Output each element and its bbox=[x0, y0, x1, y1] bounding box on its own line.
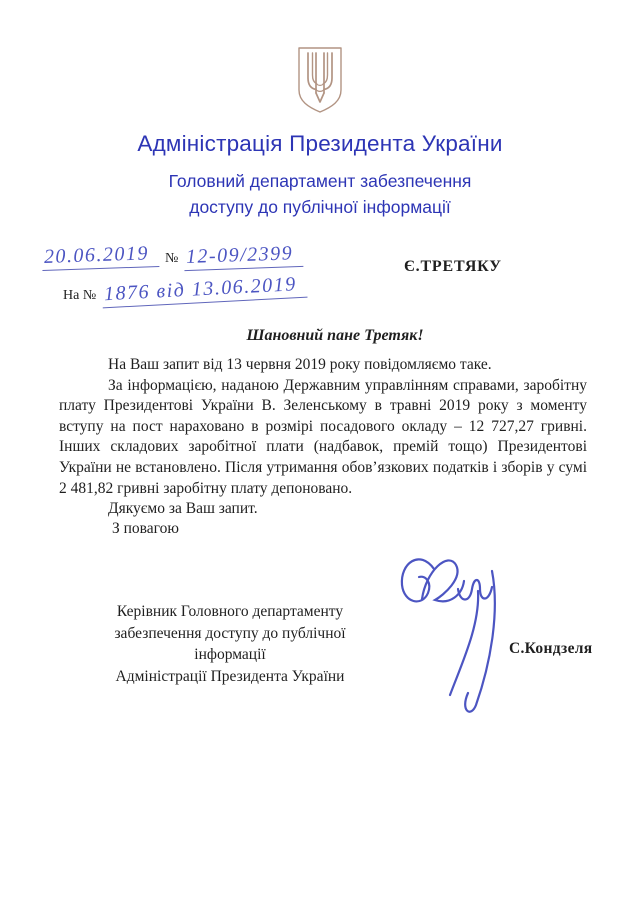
signer-title-line-3: Адміністрації Президента України bbox=[115, 667, 345, 685]
signer-title-block bbox=[77, 601, 383, 687]
body-paragraph-2: За інформацією, наданою Державним управлінням справами, заробітну плату Президентові України В. Зеленському в травні 2019 року з моменту вступу на пост нараховано в розмірі посадового окладу – 12 727,27 гривні. Інших складових заробітної плати (надбавок, премій тощо) Президентові України не встановлено. Після утримання обов’язкових податків і зборів у сумі 2 481,82 гривні заробітну плату депоновано. bbox=[59, 376, 587, 497]
recipient-name: Є.ТРЕТЯКУ bbox=[404, 258, 502, 275]
closing-phrase: З повагою bbox=[112, 520, 179, 537]
handwritten-signature bbox=[392, 545, 517, 717]
body-paragraph-3: Дякуємо за Ваш запит. bbox=[108, 500, 258, 518]
ref-line-outgoing bbox=[42, 244, 304, 269]
ref-line-incoming bbox=[63, 273, 307, 306]
letter-body bbox=[59, 355, 587, 520]
signature-icon bbox=[392, 545, 517, 717]
reply-to-label: На № bbox=[63, 288, 97, 303]
outgoing-number-handwritten: 12-09/2399 bbox=[184, 242, 304, 271]
signer-title-line-1: Керівник Головного департаменту bbox=[116, 603, 344, 620]
trident-icon bbox=[297, 46, 343, 114]
body-paragraph-1: На Ваш запит від 13 червня 2019 року повідомляємо таке. bbox=[108, 356, 492, 373]
ukraine-trident-emblem bbox=[297, 46, 343, 114]
signer-title-line-2: забезпечення доступу до публічної інформації bbox=[114, 624, 346, 663]
signer-name: С.Кондзеля bbox=[509, 640, 593, 657]
salutation: Шановний пане Третяк! bbox=[246, 327, 424, 344]
org-title: Адміністрація Президента України bbox=[137, 131, 503, 156]
outgoing-date-handwritten: 20.06.2019 bbox=[42, 242, 160, 271]
number-sign-label: № bbox=[165, 251, 179, 266]
incoming-ref-handwritten: 1876 від 13.06.2019 bbox=[102, 273, 308, 309]
dept-line-1: Головний департамент забезпечення bbox=[168, 171, 472, 191]
dept-line-2: доступу до публічної інформації bbox=[189, 197, 451, 217]
